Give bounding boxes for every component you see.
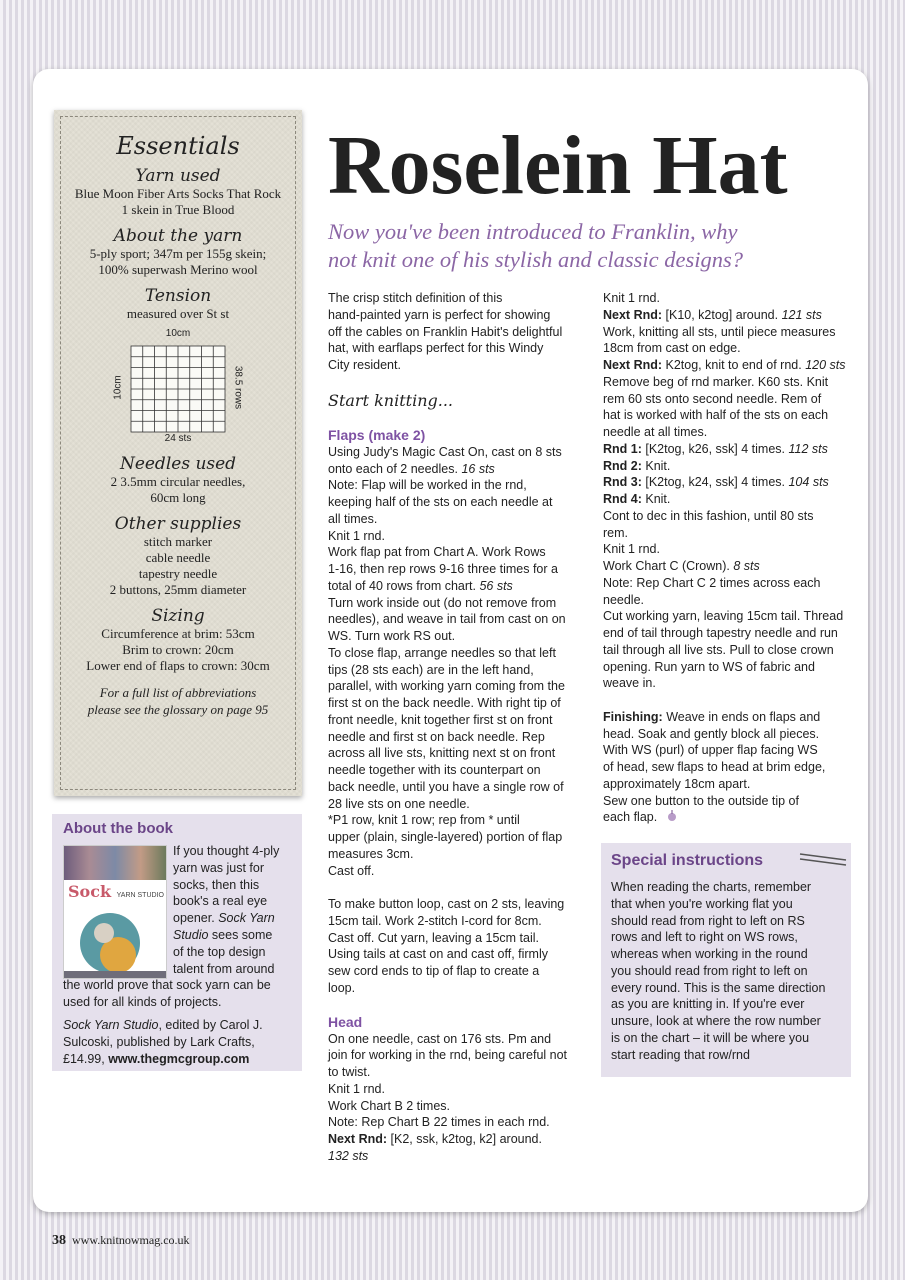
- about-book-title-italic: Sock Yarn: [218, 911, 275, 926]
- book-price: £14.99,: [63, 1051, 109, 1066]
- crown-line: needle at all times.: [603, 425, 708, 439]
- finishing-text: each flap.: [603, 810, 658, 825]
- tension-grid-icon: [54, 326, 302, 444]
- head-line: to twist.: [328, 1065, 371, 1079]
- crown-line: needle.: [603, 592, 645, 607]
- crown-line: Cut working yarn, leaving 15cm tail. Thread: [603, 609, 844, 624]
- crown-line: opening. Run yarn to WS of fabric and: [603, 659, 815, 674]
- book-credit: Sulcoski, published by Lark Crafts,: [63, 1034, 255, 1049]
- special-line: as you are knitting in. If you're ever: [611, 997, 805, 1012]
- about-book-heading: About the book: [63, 820, 173, 837]
- flaps-line: Knit 1 rnd.: [328, 528, 385, 543]
- head-line: Knit 1 rnd.: [328, 1081, 385, 1096]
- supplies-line: stitch marker: [143, 534, 213, 549]
- tension-bottom-label: 24 sts: [164, 433, 192, 444]
- pattern-column-1: [328, 290, 590, 1165]
- head-line: [328, 1131, 590, 1148]
- flaps-heading: Flaps (make 2): [328, 426, 426, 443]
- flaps-line: To close flap, arrange needles so that left: [328, 645, 556, 660]
- finishing-text: Weave in ends on flaps and: [662, 709, 821, 724]
- knitting-needles-icon: [798, 851, 848, 867]
- crown-line: [603, 474, 865, 491]
- round-text: K2tog, knit to end of rnd.: [662, 358, 806, 372]
- flaps-line: Turn work inside out (do not remove from: [328, 595, 557, 610]
- yarn-line: Blue Moon Fiber Arts Socks That Rock: [74, 186, 282, 201]
- stitch-count: 121 sts: [781, 307, 822, 322]
- round-label: Rnd 4:: [603, 492, 642, 506]
- needles-line: 2 3.5mm circular needles,: [110, 474, 246, 489]
- head-line: join for working in the rnd, being careful not: [328, 1048, 568, 1063]
- round-label: Next Rnd:: [328, 1132, 388, 1146]
- flaps-line: 28 live sts on one needle.: [328, 796, 470, 811]
- loop-line: loop.: [328, 980, 356, 995]
- paragraph-gap: [603, 692, 865, 709]
- round-label: Rnd 2:: [603, 458, 642, 473]
- crown-line: Work, knitting all sts, until piece measures: [603, 324, 836, 339]
- special-line: you should read from right to left on: [611, 963, 808, 978]
- head-line: On one needle, cast on 176 sts. Pm and: [328, 1031, 552, 1046]
- head-heading: Head: [328, 1013, 363, 1030]
- abbreviations-note-line: For a full list of abbreviations: [99, 685, 257, 700]
- flaps-line: needle together with its counterpart on: [328, 763, 541, 777]
- crown-line: Remove beg of rnd marker. K60 sts. Knit: [603, 374, 829, 389]
- stitch-count: 104 sts: [788, 475, 829, 490]
- article-title: Roselein Hat: [328, 119, 788, 212]
- supplies-heading: Other supplies: [114, 514, 242, 534]
- crown-line: hat is worked with half of the sts on each: [603, 408, 829, 423]
- tension-heading: Tension: [144, 286, 212, 306]
- special-line: should read from right to left on RS: [611, 913, 805, 928]
- tension-grid: [54, 326, 302, 444]
- flaps-line: Note: Flap will be worked in the rnd,: [328, 478, 527, 493]
- special-line: every round. This is the same direction: [611, 980, 826, 995]
- about-book-line: If you thought 4-ply: [173, 844, 280, 858]
- crown-line: [603, 458, 865, 475]
- intro-line: City resident.: [328, 358, 401, 372]
- flaps-line: [328, 461, 590, 478]
- about-yarn-line: 100% superwash Merino wool: [98, 262, 258, 277]
- finishing-label: Finishing:: [603, 709, 663, 724]
- needles-line: 60cm long: [150, 490, 206, 505]
- abbreviations-note: [54, 684, 302, 718]
- head-line: [328, 1148, 590, 1165]
- special-line: is on the chart – it will be where you: [611, 1030, 810, 1045]
- round-label: Rnd 3:: [603, 475, 642, 490]
- loop-line: Using tails at cast on and cast off, firmly: [328, 947, 549, 962]
- flaps-line: measures 3cm.: [328, 846, 414, 861]
- crown-line: tail through all live sts. Pull to close crown: [603, 642, 834, 657]
- finishing-line: [603, 709, 865, 726]
- subtitle-line: not knit one of his stylish and classic designs?: [328, 247, 743, 272]
- about-book-line: talent from around: [173, 961, 275, 976]
- pattern-column-2: [603, 290, 865, 826]
- about-book-line: yarn was just for: [173, 860, 265, 875]
- loop-line: 15cm tail. Work 2-stitch I-cord for 8cm.: [328, 913, 542, 928]
- needles-heading: Needles used: [119, 454, 237, 474]
- stitch-count: 120 sts: [805, 358, 846, 372]
- round-label: Rnd 1:: [603, 441, 642, 456]
- essentials-title: Essentials: [116, 132, 240, 160]
- subtitle-line: Now you've been introduced to Franklin, why: [328, 219, 738, 244]
- head-line: Note: Rep Chart B 22 times in each rnd.: [328, 1115, 550, 1130]
- flaps-line: Using Judy's Magic Cast On, cast on 8 sts: [328, 444, 562, 459]
- sizing-heading: Sizing: [151, 606, 205, 626]
- stitch-count: 112 sts: [788, 441, 828, 456]
- round-text: [K2, ssk, k2tog, k2] around.: [387, 1132, 542, 1146]
- special-line: that when you're working flat you: [611, 896, 793, 911]
- special-line: rows and left to right on WS rows,: [611, 930, 798, 945]
- flaps-line: all times.: [328, 511, 378, 526]
- crown-line: rem.: [603, 525, 628, 540]
- stitch-count: 132 sts: [328, 1148, 369, 1163]
- tension-left-label: 10cm: [112, 375, 124, 400]
- sizing-line: Circumference at brim: 53cm: [101, 626, 255, 641]
- round-text: [K2tog, k26, ssk] 4 times.: [641, 441, 789, 456]
- flaps-line: [328, 578, 590, 595]
- loop-line: Cast off. Cut yarn, leaving a 15cm tail.: [328, 930, 539, 945]
- flaps-line: upper (plain, single-layered) portion of flap: [328, 830, 563, 844]
- yarn-heading: Yarn used: [135, 166, 221, 186]
- about-book-title-italic: Studio: [173, 927, 209, 942]
- about-book-line: [173, 927, 293, 944]
- about-book-line: the world prove that sock yarn can be: [63, 978, 271, 993]
- sizing-line: Lower end of flaps to crown: 30cm: [86, 658, 270, 673]
- crown-line: [603, 307, 865, 324]
- yarn-line: 1 skein in True Blood: [121, 202, 235, 217]
- intro-line: The crisp stitch definition of this: [328, 291, 503, 305]
- loop-line: sew cord ends to tip of flap to create a: [328, 964, 540, 978]
- finishing-line: Sew one button to the outside tip of: [603, 793, 799, 808]
- about-yarn-line: 5-ply sport; 347m per 155g skein;: [89, 246, 267, 261]
- flaps-line: needle and first st on back needle. Rep: [328, 729, 545, 744]
- finishing-line: of head, sew flaps to head at brim edge,: [603, 760, 826, 774]
- finishing-line: [603, 809, 865, 826]
- about-book-text-part: opener.: [173, 911, 219, 926]
- flaps-line: *P1 row, knit 1 row; rep from * until: [328, 813, 520, 828]
- crown-line: [603, 491, 865, 508]
- flaps-line: keeping half of the sts on each needle at: [328, 495, 553, 509]
- about-book-line: book's a real eye: [173, 894, 268, 909]
- about-book-line: socks, then this: [173, 877, 260, 892]
- special-line: whereas when working in the round: [611, 947, 808, 961]
- finishing-line: head. Soak and gently block all pieces.: [603, 726, 820, 741]
- special-instructions-heading: Special instructions: [611, 852, 764, 869]
- crown-line: Knit 1 rnd.: [603, 291, 660, 305]
- flaps-line: WS. Turn work RS out.: [328, 629, 456, 643]
- flaps-text: onto each of 2 needles.: [328, 461, 462, 476]
- round-text: [K2tog, k24, ssk] 4 times.: [641, 475, 789, 490]
- stitch-count: 8 sts: [733, 559, 760, 573]
- abbreviations-note-line: please see the glossary on page 95: [87, 702, 269, 717]
- finishing-line: With WS (purl) of upper flap facing WS: [603, 743, 818, 758]
- flaps-line: needles), and weave in tail from cast on on: [328, 612, 566, 627]
- sizing-line: Brim to crown: 20cm: [122, 642, 234, 657]
- book-credit-title: Sock Yarn Studio: [63, 1017, 159, 1032]
- flaps-line: tips (28 sts each) are in the left hand,: [328, 662, 534, 677]
- stitch-count: 16 sts: [461, 461, 495, 476]
- book-credit: [63, 1017, 293, 1034]
- crown-line: [603, 558, 865, 575]
- flaps-line: Cast off.: [328, 863, 375, 878]
- supplies-line: cable needle: [145, 550, 211, 565]
- flaps-line: Work flap pat from Chart A. Work Rows: [328, 545, 546, 560]
- crown-line: weave in.: [603, 676, 656, 691]
- paragraph-gap: [328, 879, 590, 896]
- tension-line: measured over St st: [126, 306, 230, 321]
- page-number: 38: [52, 1233, 66, 1248]
- book-credit-text: , edited by Carol J.: [158, 1017, 263, 1032]
- flaps-line: parallel, with working yarn coming from the: [328, 679, 565, 694]
- footer-website[interactable]: www.knitnowmag.co.uk: [72, 1233, 190, 1247]
- round-label: Next Rnd:: [603, 358, 663, 372]
- crown-line: [603, 441, 865, 458]
- round-label: Next Rnd:: [603, 307, 663, 322]
- start-knitting-heading: Start knitting...: [328, 390, 453, 410]
- intro-line: hat, with earflaps perfect for this Windy: [328, 341, 544, 356]
- loop-line: To make button loop, cast on 2 sts, leaving: [328, 897, 565, 911]
- cover-subtitle-text: YARN STUDIO: [116, 892, 164, 899]
- flaps-line: across all live sts, knitting next st on front: [328, 746, 556, 761]
- crown-line: 18cm from cast on edge.: [603, 341, 741, 356]
- stitch-count: 56 sts: [479, 578, 513, 593]
- flaps-line: front needle, knit together first st on front: [328, 712, 553, 727]
- round-text: Knit.: [641, 492, 671, 506]
- article-subtitle: [328, 218, 828, 274]
- intro-line: hand-painted yarn is perfect for showing: [328, 307, 551, 322]
- flaps-text: total of 40 rows from chart.: [328, 578, 480, 593]
- intro-line: off the cables on Franklin Habit's delightful: [328, 324, 563, 339]
- special-instructions-box: [601, 843, 851, 1077]
- flaps-line: first st on the back needle. With right tip of: [328, 696, 561, 710]
- crown-line: Cont to dec in this fashion, until 80 sts: [603, 508, 814, 523]
- special-line: start reading that row/rnd: [611, 1047, 750, 1062]
- tension-right-label: 38.5 rows: [232, 365, 244, 410]
- about-book-line: [173, 910, 293, 927]
- special-line: When reading the charts, remember: [611, 880, 812, 894]
- about-book-text-part: sees some: [208, 927, 273, 942]
- page-footer: [52, 1233, 190, 1249]
- yarn-end-icon: [665, 809, 679, 823]
- crown-line: rem 60 sts onto second needle. Rem of: [603, 391, 822, 406]
- special-instructions-text: [611, 879, 843, 1063]
- publisher-link[interactable]: www.thegmcgroup.com: [108, 1051, 250, 1066]
- round-text: [K10, k2tog] around.: [662, 307, 782, 322]
- round-text: Knit.: [641, 458, 671, 473]
- cover-title-text: Sock: [68, 882, 112, 901]
- supplies-line: tapestry needle: [138, 566, 218, 581]
- about-book-line: used for all kinds of projects.: [63, 995, 222, 1010]
- about-yarn-heading: About the yarn: [113, 226, 243, 246]
- crown-line: end of tail through tapestry needle and run: [603, 626, 838, 640]
- crown-line: [603, 357, 865, 374]
- about-book-line: of the top design: [173, 944, 266, 959]
- about-book-text: [63, 843, 293, 1067]
- special-line: unsure, look at where the row number: [611, 1014, 821, 1028]
- supplies-line: 2 buttons, 25mm diameter: [109, 582, 247, 597]
- finishing-line: approximately 18cm apart.: [603, 776, 751, 791]
- flaps-line: back needle, until you have a single row of: [328, 779, 564, 794]
- crown-line: Knit 1 rnd.: [603, 542, 660, 557]
- essentials-panel: [54, 110, 302, 796]
- flaps-line: 1-16, then rep rows 9-16 three times for a: [328, 562, 558, 576]
- about-book-box: [52, 814, 302, 1071]
- book-credit: [63, 1051, 293, 1068]
- head-line: Work Chart B 2 times.: [328, 1098, 451, 1113]
- tension-top-label: 10cm: [165, 328, 191, 339]
- crown-line: Note: Rep Chart C 2 times across each: [603, 575, 821, 590]
- crown-text: Work Chart C (Crown).: [603, 559, 734, 573]
